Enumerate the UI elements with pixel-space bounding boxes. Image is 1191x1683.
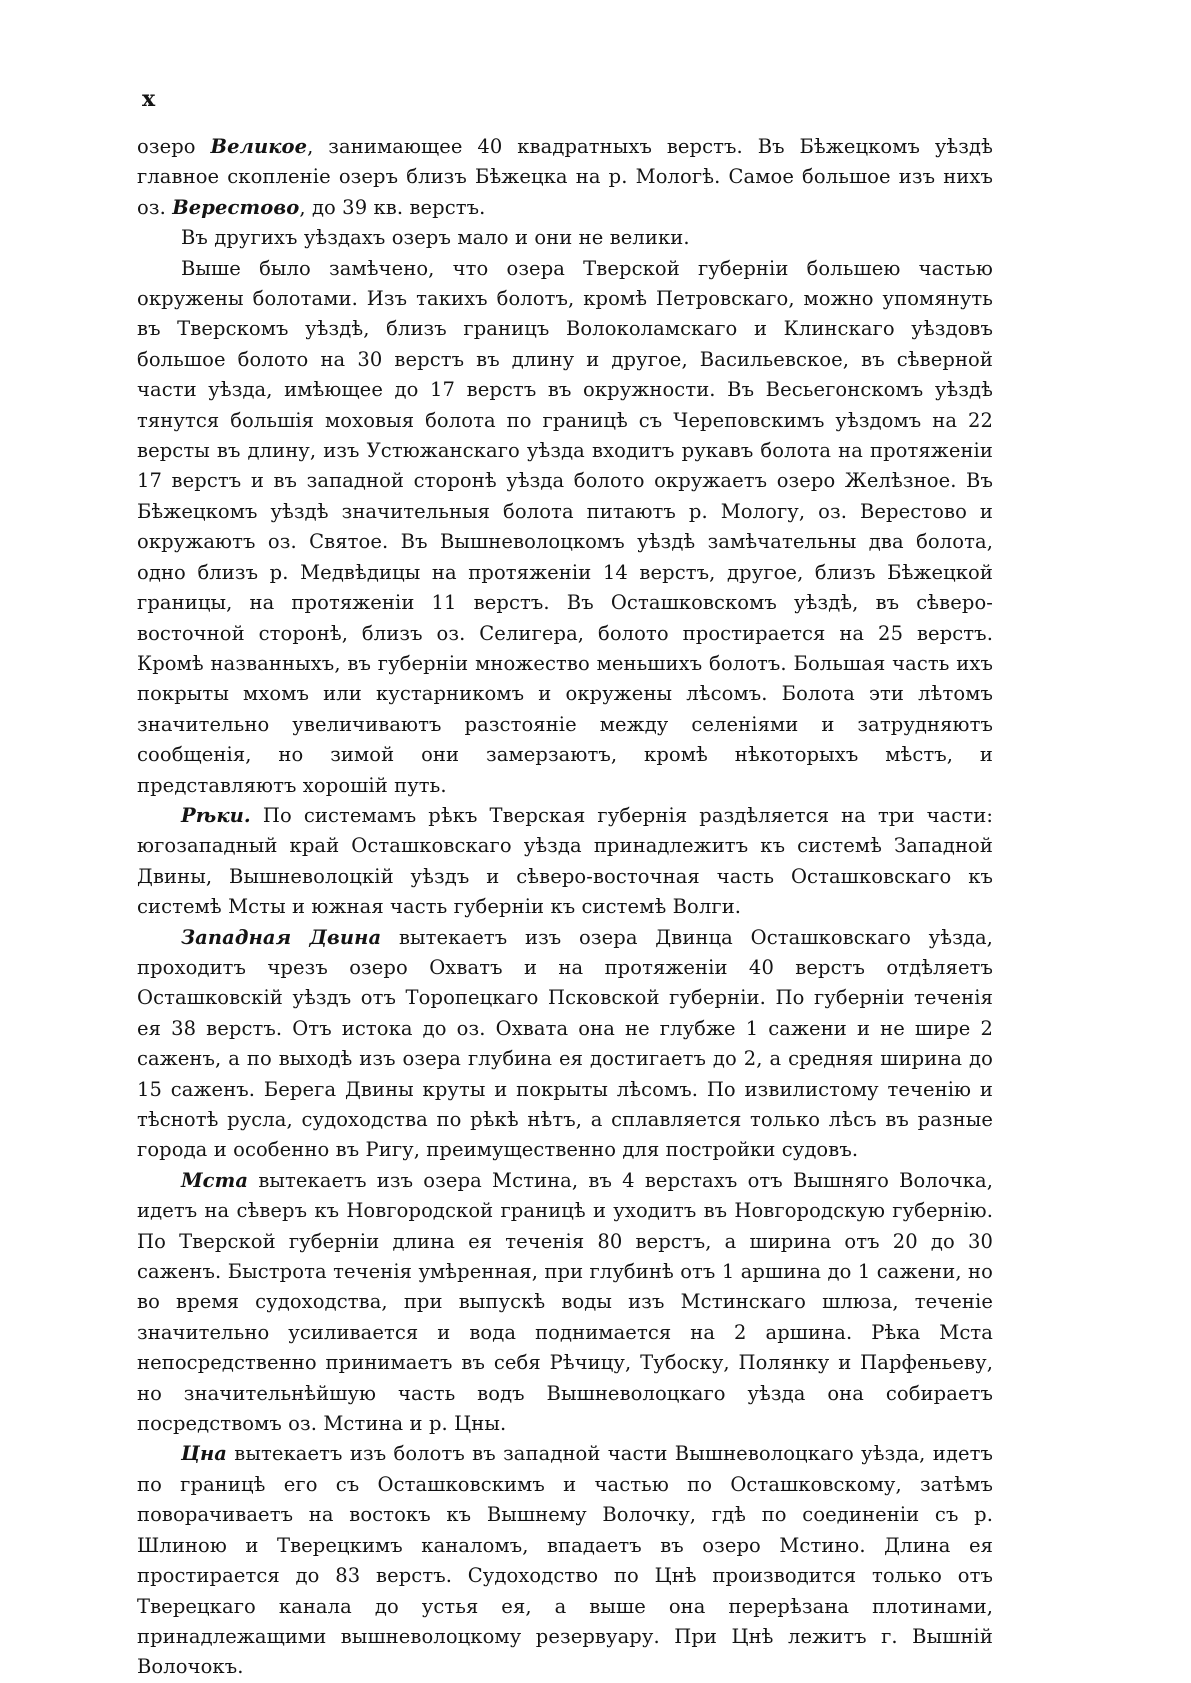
section-heading-rivers: Рѣки. [181,803,251,827]
paragraph-other-districts: Въ другихъ уѣздахъ озеръ мало и они не велики. [181,226,690,250]
text-run: вытекаетъ изъ озера Двинца Осташковскаго уѣзда, проходитъ чрезъ озеро Охватъ и на протяженіи 40 верстъ отдѣляетъ Осташковскій уѣздъ отъ Торопецкаго Псковской губерніи. По губерніи теченія ея 38 верстъ. Отъ истока до оз. Охвата она не глубже 1 сажени и не шире 2 саженъ, а по выходѣ изъ озера глубина ея достигаетъ до 2, а средняя ширина до 15 саженъ. Берега Двины круты и покрыты лѣсомъ. По извилистому теченію и тѣснотѣ русла, судоходства по рѣкѣ нѣтъ, а сплавляется только лѣсъ въ разные города и особенно въ Ригу, преимущественно для постройки судовъ. [137,925,993,1162]
text-run: По системамъ рѣкъ Тверская губернія раздѣляется на три части: югозападный край Осташковскаго уѣзда принадлежитъ къ системѣ Западной Двины, Вышневолоцкій уѣздъ и сѣверо-восточная часть Осташковскаго къ системѣ Мсты и южная часть губерніи къ системѣ Волги. [137,803,993,919]
text-run: вытекаетъ изъ болотъ въ западной части Вышневолоцкаго уѣзда, идетъ по границѣ его съ Осташковскимъ и частью по Осташковскому, затѣмъ поворачиваетъ на востокъ къ Вышнему Волочку, гдѣ по соединеніи съ р. Шлиною и Тверецкимъ каналомъ, впадаетъ въ озеро Мстино. Длина ея простирается до 83 верстъ. Судоходство по Цнѣ производится только отъ Тверецкаго канала до устья ея, а выше она перерѣзана плотинами, принадлежащими вышневолоцкому резервуару. При Цнѣ лежитъ г. Вышній Волочокъ. [137,1442,993,1679]
body-text [137,132,993,1683]
text-run: озеро [137,135,211,158]
paragraph-western-dvina [137,923,993,1166]
paragraph-rivers [137,801,993,923]
river-name-msta: Мста [181,1168,249,1192]
paragraph-swamps: Выше было замѣчено, что озера Тверской губерніи большею частью окружены болотами. Изъ такихъ болотъ, кромѣ Петровскаго, можно упомянуть въ Тверскомъ уѣздѣ, близъ границъ Волоколамскаго и Клинскаго уѣздовъ большое болото на 30 верстъ въ длину и другое, Васильевское, въ сѣверной части уѣзда, имѣющее до 17 верстъ въ окружности. Въ Весьегонскомъ уѣздѣ тянутся большія моховыя болота по границѣ съ Череповскимъ уѣздомъ на 22 версты въ длину, изъ Устюжанскаго уѣзда входитъ рукавъ болота на протяженіи 17 верстъ и въ западной сторонѣ уѣзда болото окружаетъ озеро Желѣзное. Въ Бѣжецкомъ уѣздѣ значительныя болота питаютъ р. Мологу, оз. Верестово и окружаютъ оз. Святое. Въ Вышневолоцкомъ уѣздѣ замѣчательны два болота, одно близъ р. Медвѣдицы на протяженіи 14 верстъ, другое, близъ Бѣжецкой границы, на протяженіи 11 верстъ. Въ Осташковскомъ уѣздѣ, въ сѣверо-восточной сторонѣ, близъ оз. Селигера, болото простирается на 25 верстъ. Кромѣ названныхъ, въ губерніи множество меньшихъ болотъ. Большая часть ихъ покрыты мхомъ или кустарникомъ и окружены лѣсомъ. Болота эти лѣтомъ значительно увеличиваютъ разстояніе между селеніями и затрудняютъ сообщенія, но зимой они замерзаютъ, кромѣ нѣкоторыхъ мѣстъ, и представляютъ хорошій путь. [137,256,993,797]
river-name-tsna: Цна [181,1442,227,1466]
paragraph-tsna [137,1439,993,1682]
paragraph-msta [137,1166,993,1440]
text-run: , занимающее 40 квадратныхъ верстъ. Въ Бѣжецкомъ уѣздѣ главное скопленіе озеръ близъ Бѣжецка на р. Мологѣ. Самое большое изъ нихъ оз. [137,135,993,219]
paragraph-lakes-continued [137,132,993,223]
text-run: вытекаетъ изъ озера Мстина, въ 4 верстахъ отъ Вышняго Волочка, идетъ на сѣверъ къ Новгородской границѣ и уходитъ въ Новгородскую губернію. По Тверской губерніи длина ея теченія 80 верстъ, а ширина отъ 20 до 30 саженъ. Быстрота теченія умѣренная, при глубинѣ отъ 1 аршина до 1 сажени, но во время судоходства, при выпускѣ воды изъ Мстинскаго шлюза, теченіе значительно усиливается и вода поднимается на 2 аршина. Рѣка Мста непосредственно принимаетъ въ себя Рѣчицу, Тубоску, Полянку и Парфеньеву, но значительнѣйшую часть водъ Вышневолоцкаго уѣзда она собираетъ посредствомъ оз. Мстина и р. Цны. [137,1168,993,1436]
text-run: , до 39 кв. верстъ. [299,195,486,219]
lake-name-velikoe: Великое [210,135,308,158]
river-name-western-dvina: Западная Двина [181,925,382,949]
lake-name-verestovo: Верестово [172,195,300,219]
page-number: x [142,86,156,112]
